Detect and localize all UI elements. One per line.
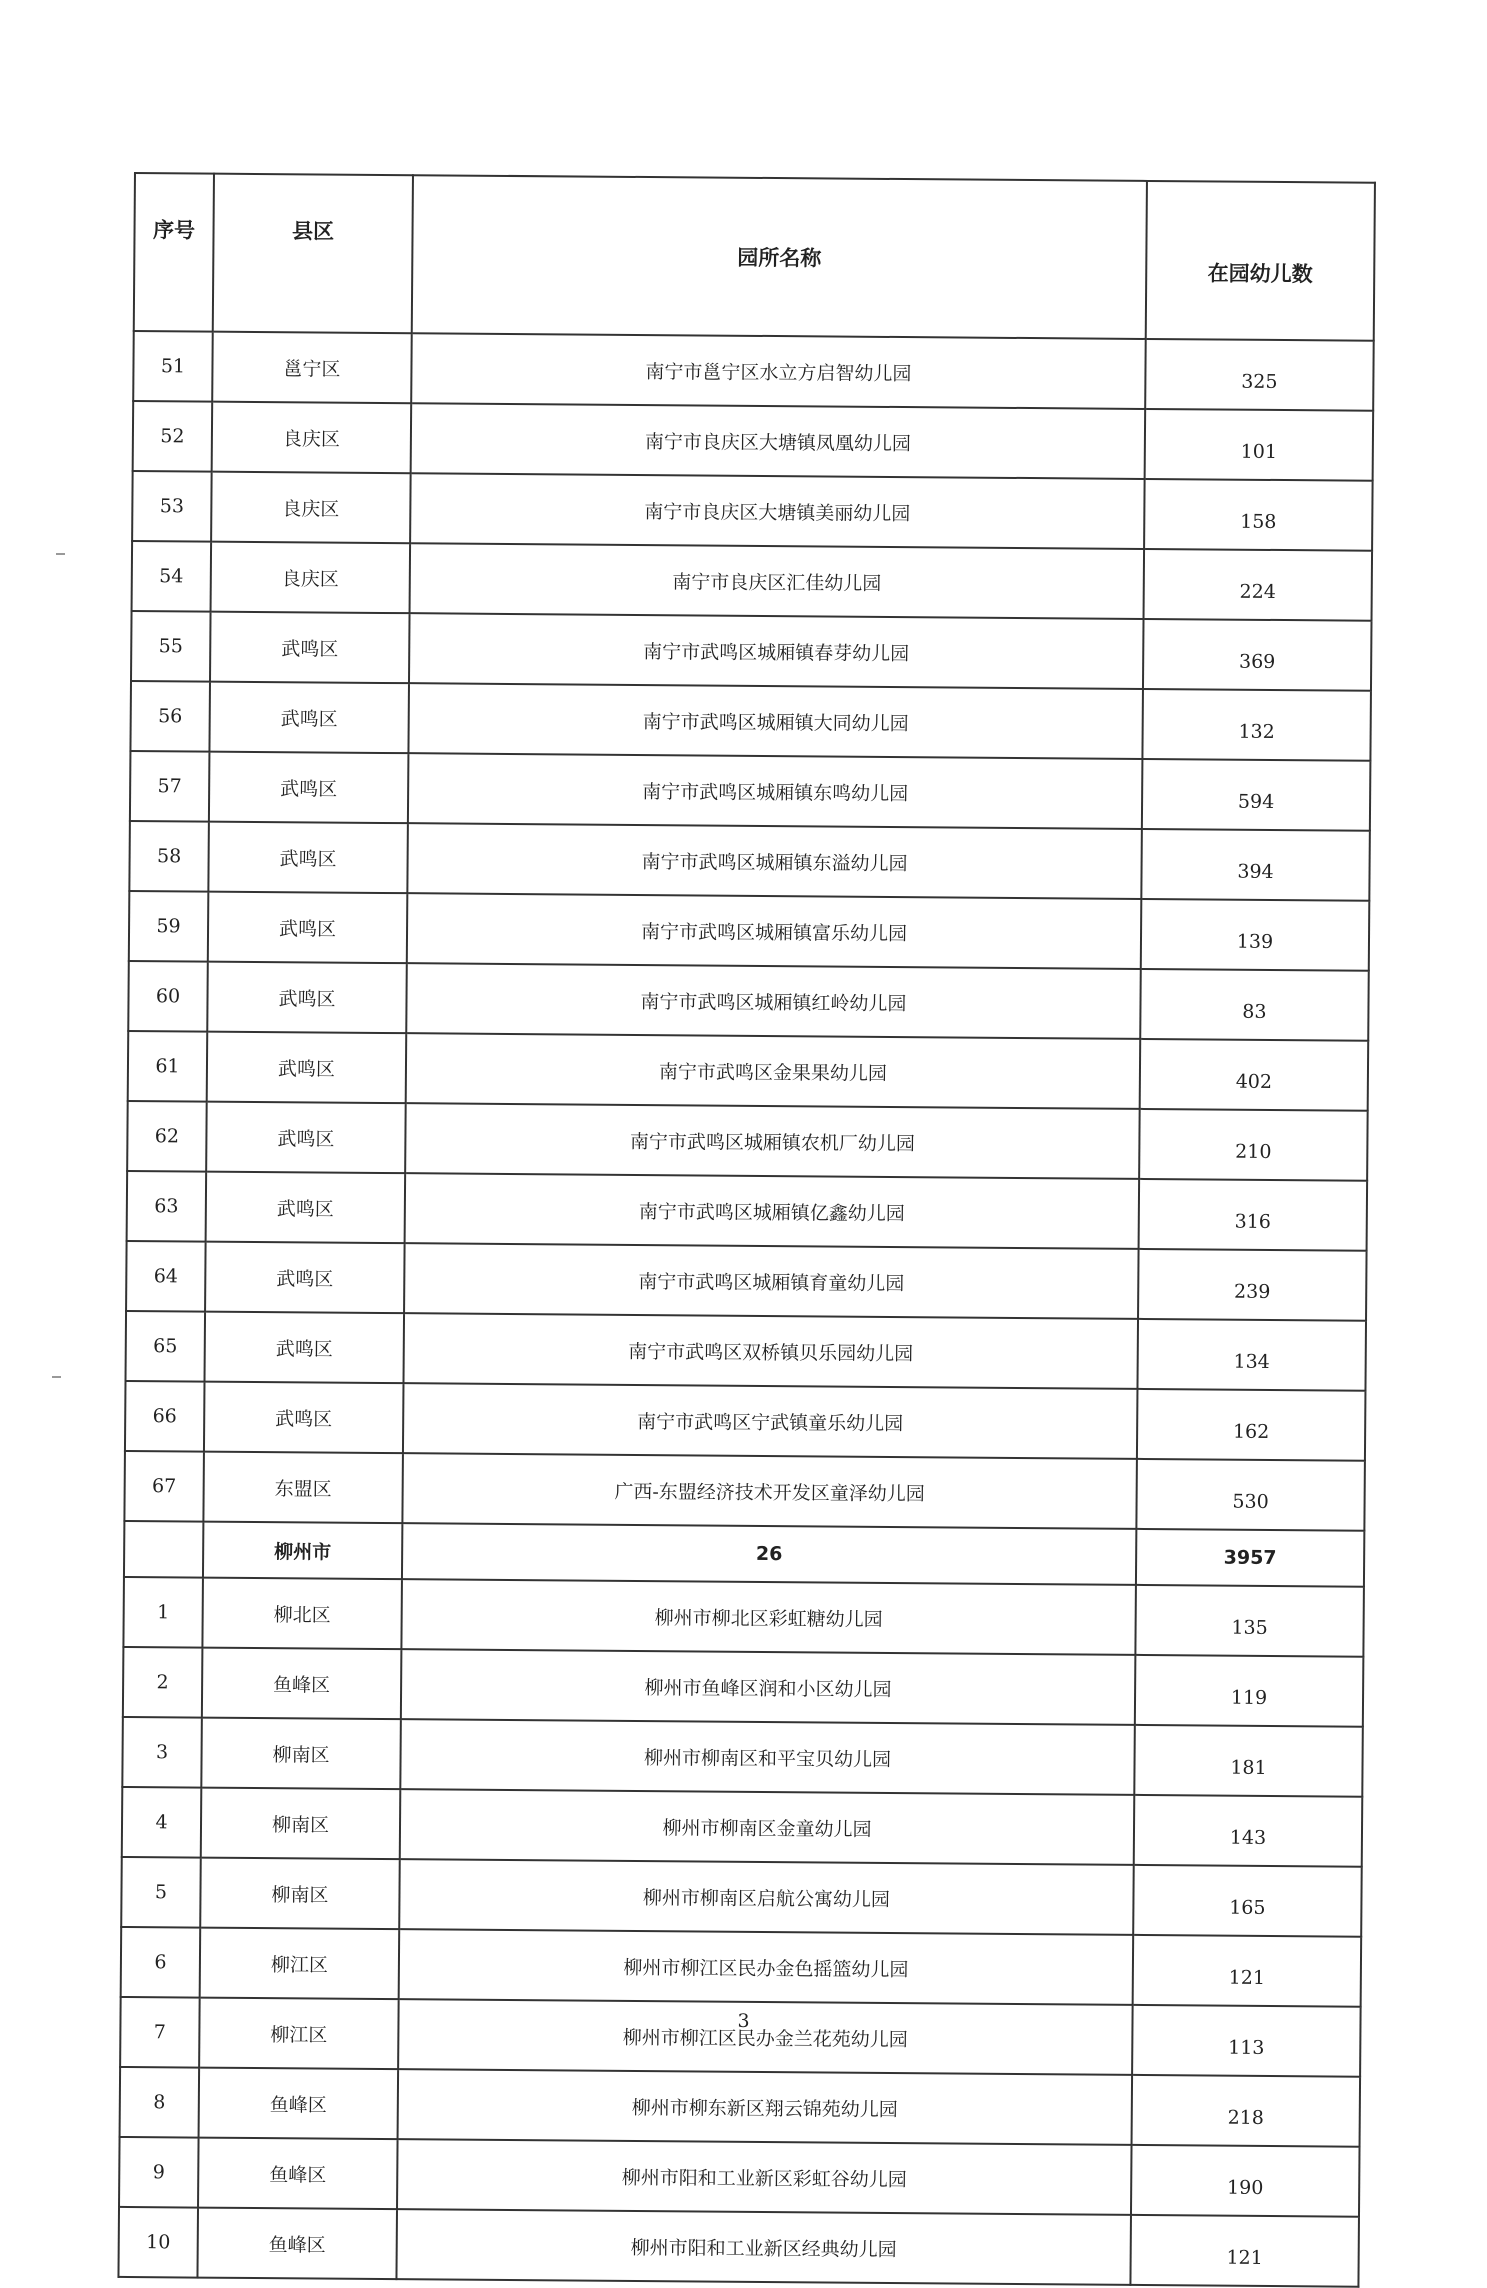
- cell-count: 190: [1131, 2145, 1360, 2217]
- cell-count: 181: [1134, 1725, 1363, 1797]
- cell-seq: 8: [120, 2067, 200, 2138]
- cell-county: 武鸣区: [205, 1312, 405, 1384]
- cell-name: 柳州市柳南区启航公寓幼儿园: [399, 1859, 1134, 1935]
- cell-seq: 57: [130, 751, 210, 822]
- cell-seq: 66: [125, 1381, 205, 1452]
- scan-mark: [56, 553, 65, 555]
- cell-name: 南宁市武鸣区城厢镇东溢幼儿园: [407, 823, 1142, 899]
- cell-count: 83: [1140, 969, 1369, 1041]
- cell-count: 134: [1137, 1319, 1366, 1391]
- cell-county: 柳州市: [203, 1522, 402, 1580]
- cell-county: 柳南区: [201, 1718, 401, 1790]
- table-row: [130, 751, 1371, 831]
- cell-seq: 62: [127, 1101, 207, 1172]
- cell-count: 218: [1132, 2075, 1361, 2147]
- table-row: [132, 541, 1373, 621]
- cell-seq: 61: [128, 1031, 208, 1102]
- cell-name: 26: [402, 1523, 1136, 1585]
- cell-count: 162: [1137, 1389, 1366, 1461]
- table-row: [121, 1857, 1362, 1937]
- cell-seq: 6: [121, 1927, 201, 1998]
- table-row: [127, 1171, 1368, 1251]
- cell-count: 135: [1135, 1585, 1364, 1657]
- cell-seq: 52: [133, 401, 213, 472]
- cell-count: 113: [1132, 2005, 1361, 2077]
- cell-county: 武鸣区: [207, 962, 407, 1034]
- table-row: [128, 1031, 1369, 1111]
- cell-county: 武鸣区: [205, 1242, 405, 1314]
- cell-count: 530: [1136, 1459, 1365, 1531]
- table-row: [126, 1311, 1367, 1391]
- cell-seq: 7: [120, 1997, 200, 2068]
- cell-count: 594: [1142, 759, 1371, 831]
- cell-count: 101: [1145, 409, 1374, 481]
- cell-name: 南宁市良庆区大塘镇美丽幼儿园: [410, 473, 1145, 549]
- table-row: [118, 2207, 1359, 2287]
- table-row: [131, 611, 1372, 691]
- cell-name: 柳州市柳北区彩虹糖幼儿园: [401, 1579, 1136, 1655]
- cell-seq: 51: [133, 331, 213, 402]
- cell-county: 武鸣区: [207, 1032, 407, 1104]
- cell-county: 武鸣区: [206, 1102, 406, 1174]
- cell-county: 鱼峰区: [199, 2068, 399, 2140]
- cell-seq: 2: [123, 1647, 203, 1718]
- cell-county: 鱼峰区: [198, 2138, 398, 2210]
- table-row: [128, 961, 1369, 1041]
- cell-county: 良庆区: [211, 472, 411, 544]
- cell-count: 325: [1145, 339, 1374, 411]
- cell-seq: 63: [127, 1171, 207, 1242]
- table-row: [124, 1451, 1365, 1531]
- subtotal-row: [124, 1521, 1364, 1587]
- cell-name: 南宁市良庆区汇佳幼儿园: [410, 543, 1145, 619]
- table-row: [126, 1241, 1367, 1321]
- table-row: [130, 681, 1371, 761]
- cell-name: 柳州市鱼峰区润和小区幼儿园: [401, 1649, 1136, 1725]
- cell-name: 柳州市阳和工业新区经典幼儿园: [396, 2209, 1131, 2285]
- table-row: [127, 1101, 1368, 1181]
- cell-name: 南宁市武鸣区双桥镇贝乐园幼儿园: [403, 1313, 1138, 1389]
- header-count: 在园幼儿数: [1146, 181, 1375, 341]
- table-row: [119, 2137, 1360, 2217]
- cell-seq: 67: [124, 1451, 204, 1522]
- cell-seq: 55: [131, 611, 211, 682]
- table-row: [121, 1927, 1362, 2007]
- cell-name: 南宁市武鸣区金果果幼儿园: [406, 1033, 1141, 1109]
- cell-seq: 59: [129, 891, 209, 962]
- cell-county: 柳南区: [200, 1858, 400, 1930]
- table-row: [129, 891, 1370, 971]
- cell-count: 121: [1130, 2215, 1359, 2287]
- header-name: 园所名称: [412, 175, 1147, 339]
- cell-seq: 4: [122, 1787, 202, 1858]
- cell-seq: 56: [130, 681, 210, 752]
- cell-name: 南宁市武鸣区城厢镇红岭幼儿园: [406, 963, 1141, 1039]
- cell-seq: [124, 1521, 203, 1578]
- cell-count: 224: [1144, 549, 1373, 621]
- cell-county: 良庆区: [212, 402, 412, 474]
- cell-name: 柳州市柳江区民办金兰花苑幼儿园: [398, 1999, 1133, 2075]
- cell-count: 394: [1141, 829, 1370, 901]
- cell-name: 南宁市武鸣区城厢镇大同幼儿园: [408, 683, 1143, 759]
- table-row: [122, 1717, 1363, 1797]
- table-row: [133, 331, 1374, 411]
- cell-name: 南宁市武鸣区城厢镇东鸣幼儿园: [408, 753, 1143, 829]
- cell-county: 柳南区: [201, 1788, 401, 1860]
- cell-county: 良庆区: [211, 542, 411, 614]
- cell-name: 柳州市阳和工业新区彩虹谷幼儿园: [397, 2139, 1132, 2215]
- cell-name: 南宁市武鸣区城厢镇育童幼儿园: [404, 1243, 1139, 1319]
- table-row: [123, 1577, 1364, 1657]
- table-row: [122, 1787, 1363, 1867]
- cell-count: 132: [1142, 689, 1371, 761]
- table-row: [133, 401, 1374, 481]
- cell-count: 165: [1133, 1865, 1362, 1937]
- cell-count: 210: [1139, 1109, 1368, 1181]
- cell-county: 武鸣区: [208, 822, 408, 894]
- cell-county: 柳江区: [200, 1928, 400, 2000]
- cell-name: 南宁市良庆区大塘镇凤凰幼儿园: [411, 403, 1146, 479]
- cell-name: 南宁市武鸣区城厢镇农机厂幼儿园: [405, 1103, 1140, 1179]
- cell-seq: 60: [128, 961, 208, 1032]
- cell-count: 316: [1139, 1179, 1368, 1251]
- cell-name: 南宁市武鸣区城厢镇富乐幼儿园: [407, 893, 1142, 969]
- cell-county: 鱼峰区: [197, 2208, 397, 2280]
- cell-name: 柳州市柳东新区翔云锦苑幼儿园: [398, 2069, 1133, 2145]
- cell-seq: 1: [123, 1577, 203, 1648]
- cell-seq: 65: [126, 1311, 206, 1382]
- cell-count: 369: [1143, 619, 1372, 691]
- cell-seq: 5: [121, 1857, 201, 1928]
- table-row: [125, 1381, 1366, 1461]
- cell-count: 119: [1135, 1655, 1364, 1727]
- table-row: [120, 2067, 1361, 2147]
- cell-seq: 54: [132, 541, 212, 612]
- kindergarten-table-wrapper: [117, 172, 1374, 2288]
- cell-county: 武鸣区: [210, 612, 410, 684]
- cell-count: 239: [1138, 1249, 1367, 1321]
- cell-seq: 3: [122, 1717, 202, 1788]
- cell-county: 武鸣区: [206, 1172, 406, 1244]
- cell-name: 柳州市柳江区民办金色摇篮幼儿园: [399, 1929, 1134, 2005]
- cell-county: 武鸣区: [209, 682, 409, 754]
- cell-name: 南宁市武鸣区宁武镇童乐幼儿园: [403, 1383, 1138, 1459]
- cell-county: 武鸣区: [208, 892, 408, 964]
- table-body: [118, 331, 1373, 2287]
- table-header-row: [134, 173, 1375, 341]
- cell-name: 南宁市武鸣区城厢镇亿鑫幼儿园: [405, 1173, 1140, 1249]
- scan-mark: [52, 1376, 61, 1378]
- cell-county: 武鸣区: [209, 752, 409, 824]
- cell-count: 3957: [1136, 1529, 1364, 1587]
- cell-name: 南宁市邕宁区水立方启智幼儿园: [411, 333, 1146, 409]
- page-number: 3: [737, 2010, 750, 2032]
- cell-county: 柳江区: [199, 1998, 399, 2070]
- cell-county: 东盟区: [203, 1452, 403, 1524]
- cell-count: 402: [1140, 1039, 1369, 1111]
- cell-seq: 10: [118, 2207, 198, 2278]
- cell-name: 柳州市柳南区和平宝贝幼儿园: [400, 1719, 1135, 1795]
- cell-county: 武鸣区: [204, 1382, 404, 1454]
- cell-name: 南宁市武鸣区城厢镇春芽幼儿园: [409, 613, 1144, 689]
- table-row: [123, 1647, 1364, 1727]
- cell-seq: 9: [119, 2137, 199, 2208]
- cell-county: 邕宁区: [212, 332, 412, 404]
- cell-seq: 58: [129, 821, 209, 892]
- header-county: 县区: [213, 174, 413, 334]
- cell-name: 广西-东盟经济技术开发区童泽幼儿园: [402, 1453, 1137, 1529]
- cell-name: 柳州市柳南区金童幼儿园: [400, 1789, 1135, 1865]
- table-row: [132, 471, 1373, 551]
- cell-county: 鱼峰区: [202, 1648, 402, 1720]
- table-row: [120, 1997, 1361, 2077]
- cell-count: 121: [1133, 1935, 1362, 2007]
- header-seq: 序号: [134, 173, 214, 332]
- cell-seq: 64: [126, 1241, 206, 1312]
- cell-seq: 53: [132, 471, 212, 542]
- cell-count: 143: [1134, 1795, 1363, 1867]
- kindergarten-table: [117, 172, 1376, 2288]
- cell-count: 139: [1141, 899, 1370, 971]
- cell-county: 柳北区: [202, 1578, 402, 1650]
- cell-count: 158: [1144, 479, 1373, 551]
- table-row: [129, 821, 1370, 901]
